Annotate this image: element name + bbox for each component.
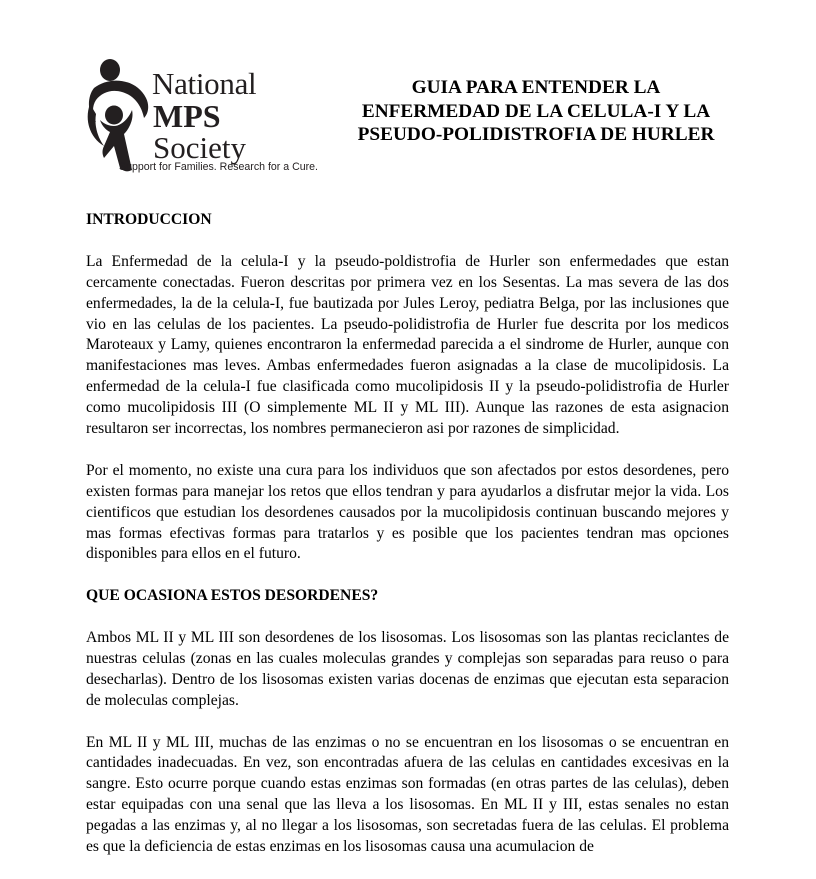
paragraph: La Enfermedad de la celula-I y la pseudo-poldistrofia de Hurler son enfermedades que estan cercamente conectadas. Fueron descritas por primera vez en los Sesentas. La mas severa de las dos enfermedades, la de la celula-I, fue bautizada por Jules Leroy, pediatra Belga, por las inclusiones que vio en las celulas de los pacientes. La pseudo-polidistrofia de Hurler fue descrita por los medicos Maroteaux y Lamy, quienes encontraron la enfermedad parecida a el sindrome de Hurler, aunque con manifestaciones mas leves. Ambas enfermedades fueron asignadas a la clase de mucolipidosis. La enfermedad de la celula-I fue clasificada como mucolipidosis II y la pseudo-polidistrofia de Hurler como mucolipidosis III (O simplemente ML II y ML III). Aunque las razones de esta asignacion resultaron ser incorrectas, los nombres permanecieron asi por razones de simplicidad. (86, 252, 729, 438)
logo-tagline: Support for Families. Research for a Cure. (119, 161, 319, 173)
logo-word-society: Society (153, 130, 246, 165)
paragraph: Ambos ML II y ML III son desordenes de los lisosomas. Los lisosomas son las plantas reciclantes de nuestras celulas (zonas en las cuales moleculas grandes y complejas son separadas para reuso o para desecharlas). Dentro de los lisosomas existen varias docenas de enzimas que ejecutan esta separacion de moleculas complejas. (86, 629, 729, 709)
logo-word-national: National (152, 66, 257, 101)
paragraph: En ML II y ML III, muchas de las enzimas o no se encuentran en los lisosomas o se encuentran en cantidades inadecuadas. En vez, son encontradas afuera de las celulas en cantidades excesivas en la sangre. Esto ocurre porque cuando estas enzimas son formadas (en otras partes de las celulas), deben estar equipadas con una senal que las lleva a los lisosomas. En ML II y III, estas senales no estan pegadas a las enzimas y, al no llegar a los lisosomas, son secretadas fuera de las celulas. El problema es que la deficiencia de estas enzimas en los lisosomas causa una acumulacion de (86, 733, 729, 856)
section-heading-introduccion: INTRODUCCION (86, 211, 212, 228)
section-heading-que-ocasiona: QUE OCASIONA ESTOS DESORDENES? (86, 587, 379, 605)
logo-word-mps: MPS (153, 98, 221, 134)
family-figure-icon (84, 58, 154, 176)
paragraph: Por el momento, no existe una cura para los individuos que son afectados por estos desordenes, pero existen formas para manejar los retos que ellos tendran y para ayudarlos a disfrutar mejor la vida. Los cientificos que estudian los desordenes causados por la mucolipidosis continuan buscando mejores y mas formas efectivas formas para tratarlos y es posible que los pacientes tendran mas opciones disponibles para ellos en el futuro. (86, 461, 729, 563)
document-title: GUIA PARA ENTENDER LA ENFERMEDAD DE LA CELULA-I Y LA PSEUDO-POLIDISTROFIA DE HURLER (357, 77, 715, 145)
document-body (86, 210, 729, 879)
national-mps-society-logo (84, 58, 334, 176)
